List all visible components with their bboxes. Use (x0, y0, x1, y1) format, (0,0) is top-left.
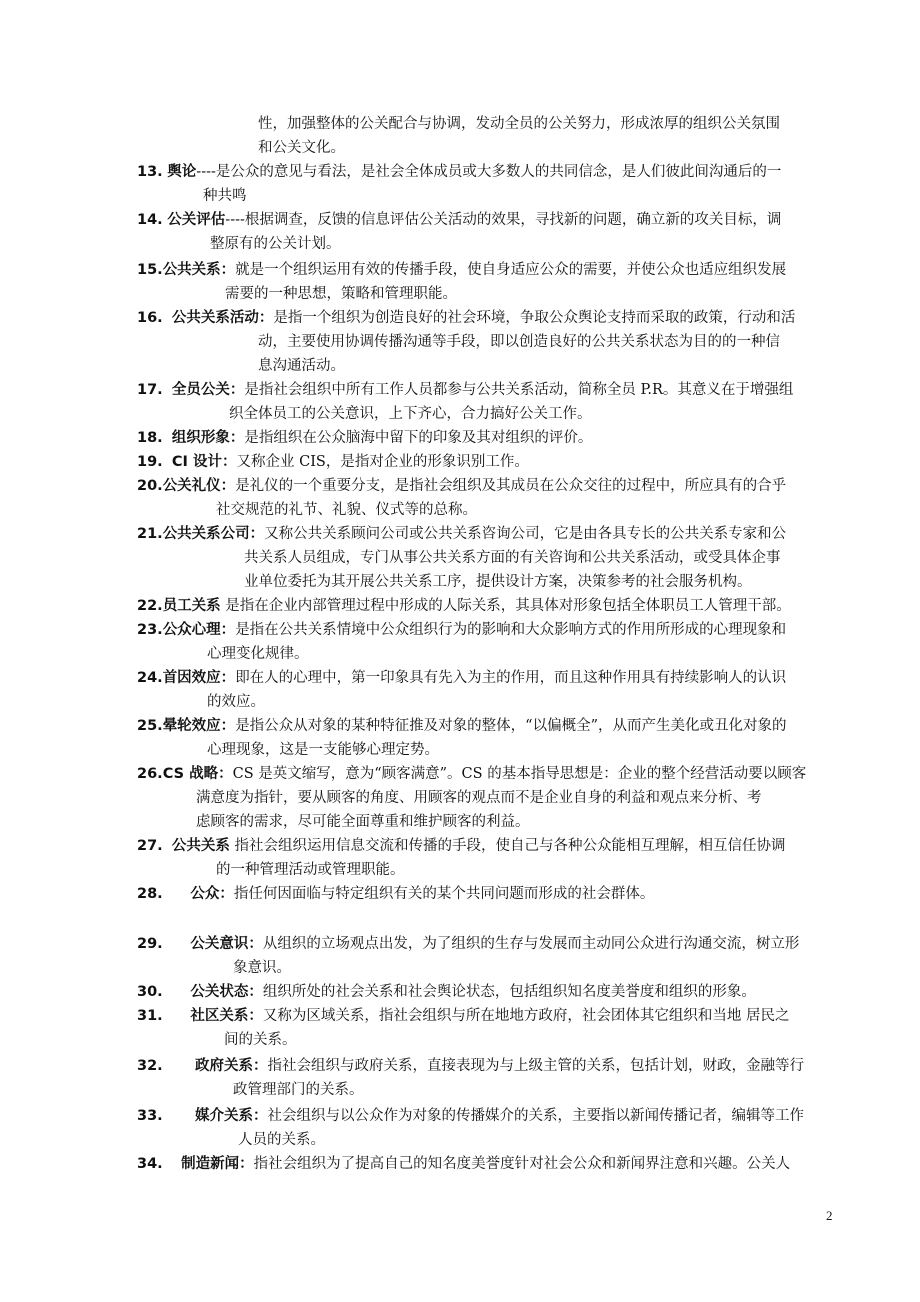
definition-32 (137, 1054, 804, 1078)
entry-term: 公关意识： (190, 936, 263, 952)
definition-23 (137, 618, 786, 642)
entry-text: ----是公众的意见与看法，是社会全体成员或大多数人的共同信念，是人们彼此间沟通后的一 (196, 164, 782, 180)
entry-number: 27. (137, 838, 163, 854)
entry-text: 是指公众从对象的某种特征推及对象的整体，“以偏概全”，从而产生美化或丑化对象的 (235, 718, 787, 734)
definition-23-cont: 心理变化规律。 (207, 646, 309, 662)
entry-term: 舆论 (167, 164, 197, 180)
entry-text: CS 是英文缩写，意为“顾客满意”。CS 的基本指导思想是：企业的整个经营活动要以顾客 (232, 766, 807, 782)
definition-18 (137, 426, 592, 450)
entry-number: 33. (137, 1108, 163, 1124)
entry-number: 13. (137, 164, 163, 180)
entry-term: 公共关系公司： (162, 526, 265, 542)
entry-text: 指任何因面临与特定组织有关的某个共同问题而形成的社会群体。 (233, 886, 655, 902)
definition-14 (137, 208, 781, 232)
definition-29-cont: 象意识。 (233, 960, 291, 976)
entry-text: 从组织的立场观点出发，为了组织的生存与发展而主动同公众进行沟通交流，树立形 (262, 936, 800, 952)
entry-term: 媒介关系： (194, 1108, 268, 1124)
entry-text: 组织所处的社会关系和社会舆论状态，包括组织知名度美誉度和组织的形象。 (262, 984, 756, 1000)
entry-term: CI 设计： (171, 454, 237, 470)
definition-17-cont: 织全体员工的公关意识，上下齐心，合力搞好公关工作。 (229, 406, 592, 422)
entry-term: 组织形象： (171, 430, 245, 446)
definition-33 (137, 1104, 804, 1128)
definition-17 (137, 378, 793, 402)
definition-34 (137, 1152, 790, 1176)
definition-15-cont: 需要的一种思想，策略和管理职能。 (225, 286, 457, 302)
entry-term: 公众心理： (162, 622, 236, 638)
entry-number: 23. (137, 622, 163, 638)
definition-20-cont: 社交规范的礼节、礼貌、仪式等的总称。 (216, 502, 477, 518)
definition-26-cont-2: 虑顾客的需求，尽可能全面尊重和维护顾客的利益。 (196, 814, 530, 830)
definition-27-cont: 的一种管理活动或管理职能。 (216, 862, 405, 878)
entry-number: 20. (137, 478, 163, 494)
entry-term: 公众： (190, 886, 234, 902)
entry-number: 25. (137, 718, 163, 734)
definition-24-cont: 的效应。 (207, 694, 265, 710)
entry-term: 首因效应： (162, 670, 236, 686)
entry-term: 公关状态： (190, 984, 263, 1000)
definition-28 (137, 882, 654, 906)
entry-text: 指社会组织为了提高自己的知名度美誉度针对社会公众和新闻界注意和兴趣。公关人 (253, 1156, 791, 1172)
definition-31-cont: 间的关系。 (224, 1032, 297, 1048)
definition-32-cont: 政管理部门的关系。 (233, 1082, 364, 1098)
entry-text: ----根据调查，反馈的信息评估公关活动的效果，寻找新的问题，确立新的攻关目标，调 (225, 212, 782, 228)
entry-text: 社会组织与以公众作为对象的传播媒介的关系，主要指以新闻传播记者，编辑等工作 (267, 1108, 804, 1124)
definition-30 (137, 980, 756, 1004)
entry-number: 15. (137, 262, 163, 278)
page-number: 2 (826, 1208, 833, 1223)
definition-15 (137, 258, 786, 282)
entry-text: 是礼仪的一个重要分支，是指社会组织及其成员在公众交往的过程中，所应具有的合乎 (235, 478, 787, 494)
entry-number: 32. (137, 1058, 163, 1074)
entry-number: 17. (137, 382, 163, 398)
entry-term: 政府关系： (194, 1058, 268, 1074)
definition-21-cont-1: 共关系人员组成，专门从事公共关系方面的有关咨询和公共关系活动，或受具体企事 (244, 550, 781, 566)
definition-21 (137, 522, 786, 546)
entry-number: 31. (137, 1008, 163, 1024)
entry-text: 指社会组织与政府关系，直接表现为与上级主管的关系，包括计划，财政，金融等行 (267, 1058, 804, 1074)
lead-line-1: 性，加强整体的公关配合与协调，发动全员的公关努力，形成浓厚的组织公关氛围 (258, 116, 780, 132)
entry-number: 28. (137, 886, 163, 902)
entry-term: 社区关系： (190, 1008, 263, 1024)
definition-16-cont-2: 息沟通活动。 (258, 358, 345, 374)
definition-19 (137, 450, 529, 474)
entry-number: 30. (137, 984, 163, 1000)
entry-number: 19. (137, 454, 163, 470)
entry-number: 34. (137, 1156, 163, 1172)
entry-text: 是指一个组织为创造良好的社会环境，争取公众舆论支持而采取的政策，行动和活 (273, 310, 796, 326)
definition-22 (137, 594, 791, 618)
definition-27 (137, 834, 786, 858)
entry-term: 公关评估 (167, 212, 226, 228)
definition-26-cont-1: 满意度为指针，要从顾客的角度、用顾客的观点而不是企业自身的利益和观点来分析、考 (196, 790, 762, 806)
definition-14-cont: 整原有的公关计划。 (210, 236, 341, 252)
definition-31 (137, 1004, 789, 1028)
entry-text: 即在人的心理中，第一印象具有先入为主的作用，而且这种作用具有持续影响人的认识 (235, 670, 787, 686)
entry-number: 22. (137, 598, 163, 614)
entry-number: 21. (137, 526, 163, 542)
entry-number: 14. (137, 212, 163, 228)
entry-number: 18. (137, 430, 163, 446)
entry-term: 全员公关： (171, 382, 245, 398)
entry-term: 公共关系活动： (171, 310, 274, 326)
entry-text: 是指在公共关系情境中公众组织行为的影响和大众影响方式的作用所形成的心理现象和 (235, 622, 787, 638)
definition-16 (137, 306, 795, 330)
entry-text: 是指组织在公众脑海中留下的印象及其对组织的评价。 (244, 430, 593, 446)
definition-25 (137, 714, 787, 738)
entry-number: 16. (137, 310, 163, 326)
entry-text: 又称公共关系顾问公司或公共关系咨询公司，它是由各具专长的公共关系专家和公 (264, 526, 787, 542)
entry-text: 又称为区域关系，指社会组织与所在地地方政府，社会团体其它组织和当地 居民之 (262, 1008, 790, 1024)
entry-term: 公共关系： (162, 262, 236, 278)
definition-24 (137, 666, 786, 690)
entry-number: 24. (137, 670, 163, 686)
definition-13 (137, 160, 781, 184)
definition-20 (137, 474, 786, 498)
entry-number: 29. (137, 936, 163, 952)
entry-text: 是指在企业内部管理过程中形成的人际关系，其具体对形象包括全体职员工人管理干部。 (225, 598, 791, 614)
lead-line-2: 和公关文化。 (258, 140, 345, 156)
definition-21-cont-2: 业单位委托为其开展公共关系工序，提供设计方案，决策参考的社会服务机构。 (244, 574, 752, 590)
entry-term: 晕轮效应： (162, 718, 236, 734)
definition-33-cont: 人员的关系。 (238, 1132, 325, 1148)
entry-text: 指社会组织运用信息交流和传播的手段，使自己与各种公众能相互理解，相互信任协调 (234, 838, 786, 854)
entry-text: 是指社会组织中所有工作人员都参与公共关系活动，简称全员 P.R。其意义在于增强组 (244, 382, 794, 398)
definition-26 (137, 762, 806, 786)
entry-number: 26. (137, 766, 163, 782)
definition-25-cont: 心理现象，这是一支能够心理定势。 (207, 742, 439, 758)
definition-13-cont: 种共鸣 (203, 188, 247, 204)
definition-29 (137, 932, 799, 956)
definition-16-cont-1: 动，主要使用协调传播沟通等手段，即以创造良好的公共关系状态为目的的一种信 (258, 334, 780, 350)
entry-term: 制造新闻： (181, 1156, 254, 1172)
entry-text: 又称企业 CIS，是指对企业的形象识别工作。 (236, 454, 529, 470)
entry-term: CS 战略： (162, 766, 233, 782)
entry-term: 员工关系 (162, 598, 221, 614)
entry-text: 就是一个组织运用有效的传播手段，使自身适应公众的需要，并使公众也适应组织发展 (235, 262, 787, 278)
entry-term: 公共关系 (171, 838, 230, 854)
entry-term: 公关礼仪： (162, 478, 236, 494)
